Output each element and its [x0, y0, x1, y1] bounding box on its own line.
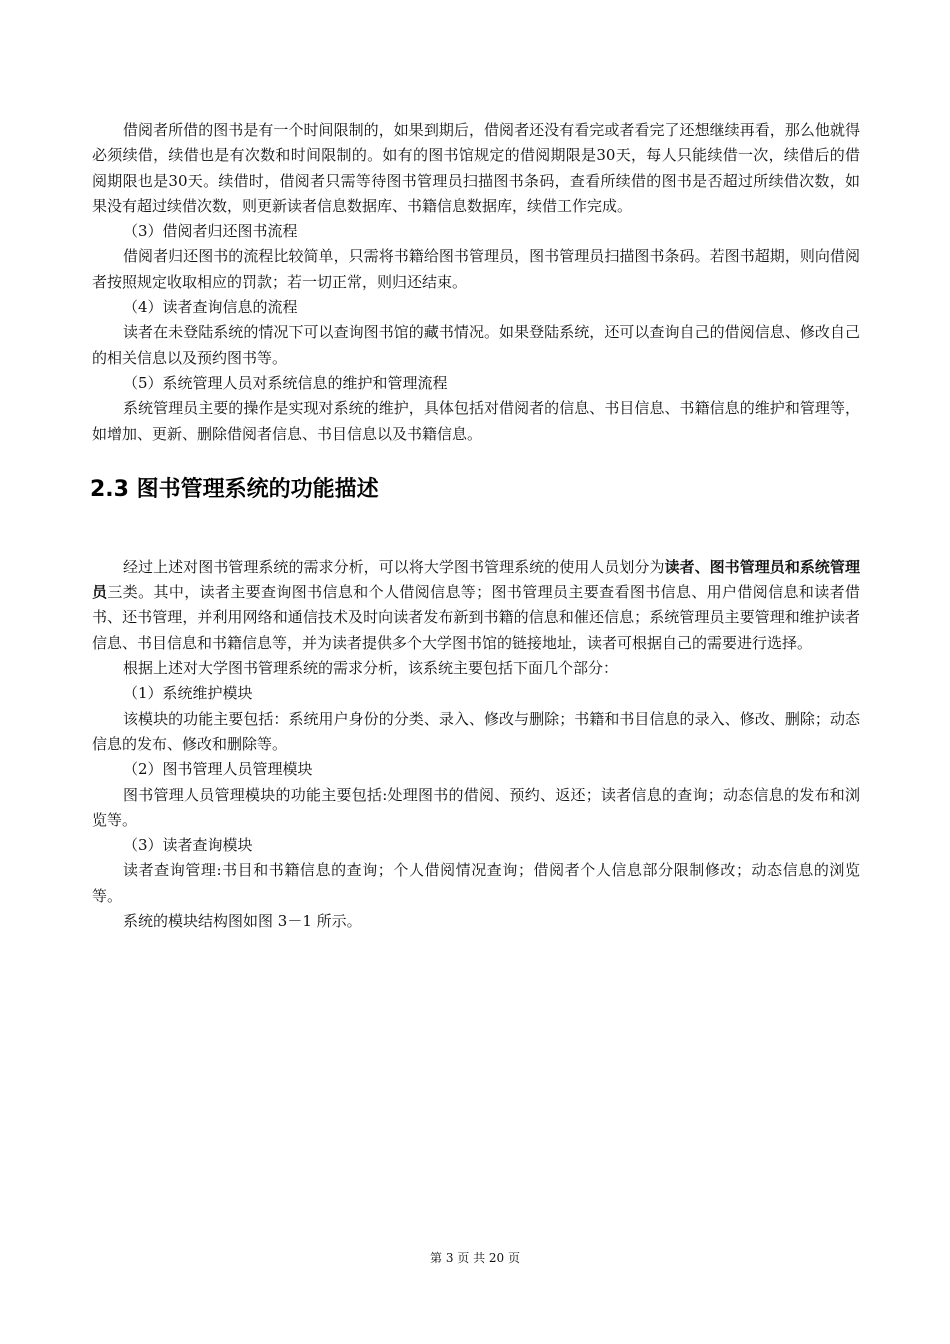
subheading-module-3: （3）读者查询模块: [123, 836, 253, 855]
paragraph-module-1: 该模块的功能主要包括：系统用户身份的分类、录入、修改与删除；书籍和书目信息的录入、修改、删除；动态信息的发布、修改和删除等。: [92, 709, 860, 753]
subheading-query-flow: （4）读者查询信息的流程: [123, 298, 298, 317]
paragraph-renew: 借阅者所借的图书是有一个时间限制的，如果到期后，借阅者还没有看完或者看完了还想继续再看，那么他就得必须续借，续借也是有次数和时间限制的。如有的图书馆规定的借阅期限是30天，每人只能续借一次，续借后的借阅期限也是30天。续借时，借阅者只需等待图书管理员扫描图书条码，查看所续借的图书是否超过所续借次数，如果没有超过续借次数，则更新读者信息数据库、书籍信息数据库，续借工作完成。: [92, 121, 860, 215]
intro-bold-roles: 读者、图书管理员和系统管理员: [92, 557, 860, 602]
paragraph-figure-ref: 系统的模块结构图如图 3－1 所示。: [123, 912, 362, 931]
page-footer: 第 3 页 共 20 页: [430, 1251, 520, 1265]
paragraph-intro: [92, 555, 860, 656]
section-heading: 2.3 图书管理系统的功能描述: [90, 476, 379, 502]
document-page: [92, 118, 860, 934]
paragraph-return: 借阅者归还图书的流程比较简单，只需将书籍给图书管理员，图书管理员扫描图书条码。若图书超期，则向借阅者按照规定收取相应的罚款；若一切正常，则归还结束。: [92, 247, 860, 291]
paragraph-module-3: 读者查询管理:书目和书籍信息的查询；个人借阅情况查询；借阅者个人信息部分限制修改；动态信息的浏览等。: [92, 861, 860, 905]
subheading-module-2: （2）图书管理人员管理模块: [123, 760, 313, 779]
subheading-admin-flow: （5）系统管理人员对系统信息的维护和管理流程: [123, 373, 448, 392]
paragraph-parts: 根据上述对大学图书管理系统的需求分析，该系统主要包括下面几个部分：: [123, 659, 619, 678]
subheading-return-flow: （3）借阅者归还图书流程: [123, 222, 298, 241]
paragraph-query: 读者在未登陆系统的情况下可以查询图书馆的藏书情况。如果登陆系统，还可以查询自己的借阅信息、修改自己的相关信息以及预约图书等。: [92, 323, 860, 367]
paragraph-admin: 系统管理员主要的操作是实现对系统的维护，具体包括对借阅者的信息、书目信息、书籍信息的维护和管理等，如增加、更新、删除借阅者信息、书目信息以及书籍信息。: [92, 399, 860, 443]
intro-text-after: 三类。其中，读者主要查询图书信息和个人借阅信息等；图书管理员主要查看图书信息、用户借阅信息和读者借书、还书管理，并利用网络和通信技术及时向读者发布新到书籍的信息和催还信息；系统管理员主要管理和维护读者信息、书目信息和书籍信息等，并为读者提供多个大学图书馆的链接地址，读者可根据自己的需要进行选择。: [92, 583, 860, 652]
subheading-module-1: （1）系统维护模块: [123, 684, 253, 703]
intro-text-before: 经过上述对图书管理系统的需求分析，可以将大学图书管理系统的使用人员划分为: [123, 557, 665, 576]
paragraph-module-2: 图书管理人员管理模块的功能主要包括:处理图书的借阅、预约、返还；读者信息的查询；动态信息的发布和浏览等。: [92, 785, 860, 829]
